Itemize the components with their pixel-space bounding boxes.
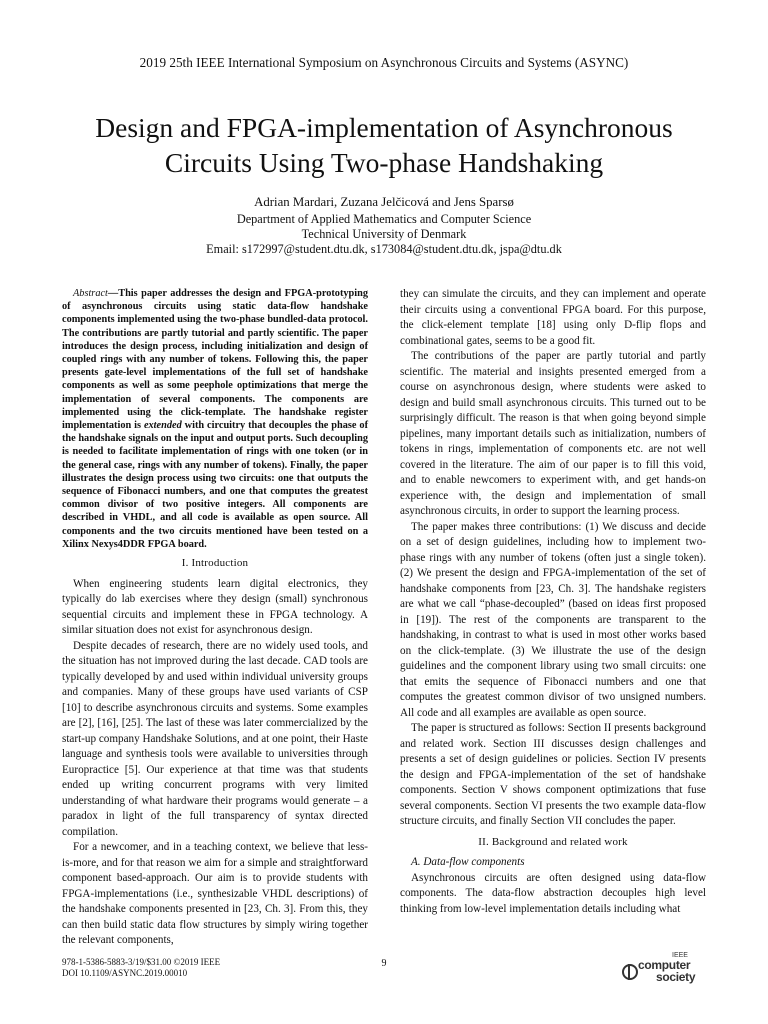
right-paragraph-1: they can simulate the circuits, and they can implement and operate their circuits using a conventional FPGA board. For this purpose, the click-element template [18] using only D-flip flops and combinational gates, seems to be a good fit. xyxy=(400,288,706,347)
abstract-italic-word: extended xyxy=(143,420,182,432)
footer-doi: DOI 10.1109/ASYNC.2019.00010 xyxy=(62,968,188,978)
logo-society-text: society xyxy=(656,970,696,984)
section-heading-introduction: I. Introduction xyxy=(181,557,249,570)
section-heading-background: II. Background and related work xyxy=(478,835,628,848)
intro-paragraph-2: Despite decades of research, there are no widely used tools, and the situation has not improved during the last decade. CAD tools are typically developed by and used within individual university groups and companies. Many of these groups have used variants of CSP [10] to describe asynchronous circuits and systems. Some examples are [2], [16], [25]. The last of these was later commercialized by the start-up company Handshake Solutions, and at one point, their Haste language and synthesis tools were available to universities through Europractice [5]. Our experience at that time was that students ended up writing concurrent programs with very limited understanding of what hardware their programs would generate – a paradox in light of the full transparency of syntax directed compilation. xyxy=(62,639,368,838)
author-block xyxy=(0,195,768,257)
left-column xyxy=(62,287,368,949)
footer-isbn: 978-1-5386-5883-3/19/$31.00 ©2019 IEEE xyxy=(62,957,221,967)
affiliation-department: Department of Applied Mathematics and Computer Science xyxy=(236,212,532,226)
ieee-computer-society-logo xyxy=(620,952,710,986)
intro-paragraph-3: For a newcomer, and in a teaching context, we believe that less-is-more, and for that reason we aim for a simple and straightforward component based-approach. Our aim is to provide students with FPGA-implementations (i.e., synthesizable VHDL descriptions) of the handshake components presented in [23, Ch. 3]. From this, they can then build static data flow structures by simply wiring together the relevant components, xyxy=(62,841,368,947)
affiliation-university: Technical University of Denmark xyxy=(301,227,467,241)
conference-header: 2019 25th IEEE International Symposium on Asynchronous Circuits and Systems (ASYNC) xyxy=(139,55,629,70)
computer-society-logo-icon xyxy=(622,964,638,980)
right-paragraph-4: The paper is structured as follows: Section II presents background and related work. Section III discusses design challenges and presents a set of design guidelines or policies. Section IV presents the design and FPGA-implementation of the set of handshake components. Section V shows component optimizations that fuse several components. Section VI presents the two example data-flow structure circuits, and finally Section VII concludes the paper. xyxy=(400,722,706,827)
right-paragraph-2: The contributions of the paper are partly tutorial and partly scientific. The material and insights presented emerged from a course on asynchronous design, where students were asked to design and build small asynchronous circuits. This turned out to be surprisingly difficult. The reason is that when going beyond simple pipelines, many important details such as initialization, numbers of tokens in rings, implementation of components etc. are not well covered in the literature. The aim of our paper is to fill this void, and to enable newcomers to experiment with, and get hands-on experience with, the design and implementation of small asynchronous circuits, in order to support the learning process. xyxy=(400,350,706,517)
abstract-lead: Abstract xyxy=(73,288,108,299)
abstract xyxy=(62,287,368,551)
right-column xyxy=(400,287,706,917)
author-names: Adrian Mardari, Zuzana Jelčicová and Jens Sparsø xyxy=(254,195,514,209)
title-line-1: Design and FPGA-implementation of Asynchronous xyxy=(95,112,673,143)
background-paragraph-1: Asynchronous circuits are often designed using data-flow components. The data-flow abstraction decouples high level thinking from low-level implementation details including what xyxy=(400,871,706,915)
subsection-heading-dataflow: A. Data-flow components xyxy=(411,856,525,868)
abstract-text-2: with circuitry that decouples the phase of the handshake signals on the input and output ports. Such decoupling is needed to facilitate implementation of rings with one token (or in the general case, rings with any number of tokens). Finally, the paper illustrates the design process using two circuits: one that outputs the sequence of Fibonacci numbers, and one that computes the greatest common divisor of two positive integers. All components are described in VHDL, and all code is available as open source. All components and the two circuits mentioned have been tested on a Xilinx Nexys4DDR FPGA board. xyxy=(62,420,368,550)
intro-paragraph-1: When engineering students learn digital electronics, they typically do lab exercises where they design (small) synchronous sequential circuits and implement these in FPGA technology. A similar situation does not exist for asynchronous design. xyxy=(62,577,368,637)
paper-title xyxy=(40,110,728,180)
title-line-2: Circuits Using Two-phase Handshaking xyxy=(164,147,604,178)
author-emails: Email: s172997@student.dtu.dk, s173084@student.dtu.dk, jspa@dtu.dk xyxy=(206,242,562,256)
page-number: 9 xyxy=(381,958,387,969)
logo-computer-text: computer xyxy=(638,958,691,972)
logo-ieee-text: IEEE xyxy=(672,952,688,959)
right-paragraph-3: The paper makes three contributions: (1) We discuss and decide on a set of design guidelines, including how to implement two-phase rings with any number of tokens (often just a single token). (2) We present the design and FPGA-implementation of the set of handshake components from [23, Ch. 3]. The handshake registers are what we call “phase-decoupled” (based on ideas first proposed in [19]). The rest of the components are transparent to the handshaking, in contrast to what is used in most other works based on the click-template. (3) We illustrate the use of the design guidelines and the component library using two small circuits: one that emits the sequence of Fibonacci numbers and one that computes the greatest common divisor of two unsigned numbers. All code and all examples are available as open source. xyxy=(400,520,706,719)
abstract-text-1: —This paper addresses the design and FPGA-prototyping of asynchronous circuits using static data-flow handshake components implemented using the two-phase bundled-data protocol. The contributions are partly tutorial and partly scientific. The paper introduces the design process, including initialization and design of coupled rings with any number of tokens. Following this, the paper presents gate-level implementations of the full set of handshake components as well as some peephole optimizations that merge the implementation of several components. The components are implemented using the click-template. The handshake register implementation is xyxy=(62,288,368,432)
